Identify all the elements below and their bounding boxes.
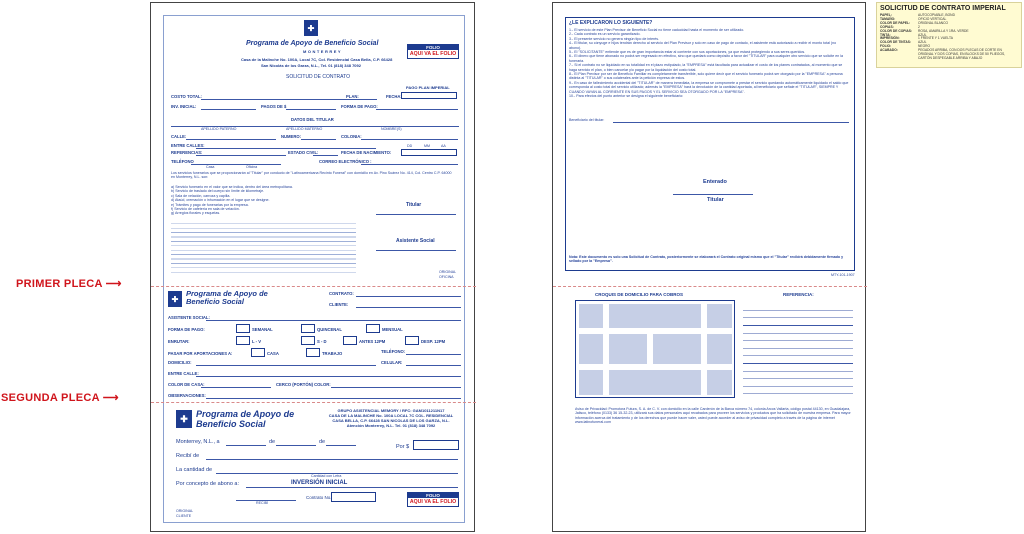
year-field[interactable]: [326, 445, 356, 446]
obs-field[interactable]: [206, 398, 461, 399]
color-casa-field[interactable]: [201, 387, 271, 388]
recibe-caption: RECIBÍ: [256, 501, 268, 505]
orig-caption: ORIGINAL: [176, 509, 194, 513]
fecha-label: FECHA:: [386, 94, 402, 99]
cliente-label: CLIENTE:: [329, 302, 349, 307]
asistente-label: ASISTENTE SOCIAL:: [168, 315, 210, 320]
obs-label: OBSERVACIONES:: [168, 393, 206, 398]
forma-field[interactable]: [376, 109, 458, 110]
back-item: 5.- El "SOLICITANTE" entiende que es de gran importancia estar al corriente con sus aportaciones, ya que estará protegiendo a sus seres queridos.: [569, 50, 806, 55]
spec-row: [880, 49, 1018, 61]
referencia-lines[interactable]: [743, 303, 853, 395]
spec-key: ACABADO:: [880, 48, 898, 53]
costo-field[interactable]: [201, 99, 377, 100]
mensual-label: MENSUAL: [382, 327, 403, 332]
ap-pat-caption: APELLIDO PATERNO: [201, 127, 237, 131]
tel-casa-caption: Casa: [206, 165, 215, 169]
spec-value: ROSA, AMARILLA Y 1RA. VERDE: [918, 28, 969, 33]
back-item: 6.- El dinero que tiene abonado no podrá ser regresado en efectivo, sino que quedará como depósito a favor del "TITULAR" para cualquier otro servicio que se solicite en la funeraria.: [569, 54, 844, 63]
semanal-checkbox[interactable]: [236, 324, 250, 333]
org-address: Casa de la Malinche No. 100A, Local 7C, Col. Residencial Casa Bella, C.P. 66428: [241, 57, 393, 62]
doc-title: SOLICITUD DE CONTRATO: [286, 74, 350, 80]
calle-label: CALLE:: [171, 134, 187, 139]
cliente-field[interactable]: [356, 307, 461, 308]
contrato-no-label: Contrato No.: [306, 495, 332, 500]
recibi-label: Recibí de: [176, 453, 200, 459]
spec-title: SOLICITUD DE CONTRATO IMPERIAL: [880, 5, 1006, 12]
group-addr: CASA DE LA MALINCHE No. 100A LOCAL 7C COL. RESIDENCIAL: [328, 413, 454, 418]
civil-field[interactable]: [313, 155, 338, 156]
amount-field[interactable]: [413, 440, 459, 450]
fnac-label: FECHA DE NACIMIENTO:: [341, 150, 392, 155]
numero-label: NUMERO:: [281, 134, 302, 139]
nombres-caption: NOMBRE(S): [381, 127, 402, 131]
primer-pleca-label: PRIMER PLECA ⟶: [16, 278, 122, 290]
spec-value: NEGRO: [918, 44, 931, 49]
cerco-label: CERCO (PORTÓN) COLOR:: [276, 382, 331, 387]
domicilio-label: DOMICILIO:: [168, 360, 192, 365]
sd-checkbox[interactable]: [301, 336, 315, 345]
spec-value: ORIGINAL BLANCO: [918, 20, 949, 25]
antes-label: ANTES 12PM: [359, 339, 386, 344]
spec-value: PEGADOS ARRIBA, CON DOS PLECAS DE CORTE EN ORIGINAL Y DOS COPIAS, EN BLOCKS DE 50 PLIEGOS, CARTÓN DESPEGABLE ARRIBA Y ABAJO: [918, 48, 1006, 60]
day-field[interactable]: [226, 445, 266, 446]
back-item: 3.- El presente servicio no genera ningún tipo de interés.: [569, 36, 660, 41]
tel-field[interactable]: [191, 164, 281, 165]
pagos-field[interactable]: [286, 109, 336, 110]
folio-label: FOLIO: [408, 45, 458, 50]
back-question: ¿LE EXPLICARON LO SIGUIENTE?: [569, 20, 653, 26]
folio-box: [407, 44, 459, 59]
contrato-field[interactable]: [356, 296, 461, 297]
concepto-label: Por concepto de abono a:: [176, 481, 239, 487]
titular-signature[interactable]: [376, 214, 456, 215]
spec-key: FOLIO:: [880, 44, 892, 49]
clauses-block: [171, 171, 456, 180]
croquis-map[interactable]: [575, 300, 735, 398]
de2-label: de: [319, 439, 326, 445]
inv-field[interactable]: [201, 109, 256, 110]
concepto-field[interactable]: [246, 487, 458, 488]
recibi-field[interactable]: [206, 459, 458, 460]
back-item: 2.- Cada contrato es un servicio garantizado.: [569, 32, 641, 37]
clause: b) Servicio de traslado del cuerpo sin límite de kilometraje.: [171, 189, 265, 194]
logo-icon: ✚: [304, 20, 318, 36]
front-sheet: [150, 2, 475, 532]
casa-checkbox[interactable]: [251, 348, 265, 357]
back-cut-line: [553, 286, 867, 287]
colonia-field[interactable]: [361, 139, 458, 140]
folio-value: AQUI VA EL FOLIO: [409, 499, 457, 505]
folio-label: FOLIO: [408, 493, 458, 498]
group-block: [326, 408, 456, 428]
group-tel: Atención Monterrey, N.L. Tel. 01 (818) 348 7092: [346, 423, 436, 428]
asistente-field[interactable]: [206, 320, 461, 321]
mensual-checkbox[interactable]: [366, 324, 380, 333]
pasar-label: PASAR POR APORTACIONES A:: [168, 351, 233, 356]
spec-key: COPIAS:: [880, 24, 894, 29]
spec-rows: [877, 14, 1021, 61]
costo-label: COSTO TOTAL:: [171, 94, 202, 99]
spec-key: TINTA:: [880, 32, 891, 37]
enterado-caption: Enterado: [703, 179, 727, 185]
correo-field[interactable]: [361, 164, 458, 165]
city-label: Monterrey, N.L., a: [176, 439, 220, 445]
entre-field[interactable]: [196, 148, 376, 149]
aa-caption: AA: [441, 144, 446, 148]
spec-value: OFICIO VERTICAL: [918, 16, 947, 21]
por-label: Por $: [396, 444, 410, 450]
desp-checkbox[interactable]: [405, 336, 419, 345]
plan-field-label: PLAN:: [346, 94, 359, 99]
spec-key: PAPEL:: [880, 13, 892, 17]
titular-caption: Titular: [406, 202, 422, 208]
oficina-caption: OFICINA: [439, 275, 454, 279]
spec-key: IMPRESIÓN:: [880, 36, 900, 41]
spec-value: AZUL: [918, 32, 927, 37]
tel-label: TELÉFONO: [171, 159, 194, 164]
celular-label: CELULAR:: [381, 360, 403, 365]
quincenal-label: QUINCENAL: [317, 327, 342, 332]
spec-value: 1 FRENTE Y 1 VUELTA: [918, 36, 953, 41]
cant-letra-caption: Cantidad con Letra: [311, 474, 342, 478]
folio-box-2: [407, 492, 459, 507]
clauses-list: [171, 185, 356, 216]
celular-field[interactable]: [406, 365, 461, 366]
logo-icon: ✚: [168, 291, 182, 307]
casa-label: CASA: [267, 351, 279, 356]
clauses-filler: [171, 221, 356, 273]
clause: f) Servicio de cafetería en sala de velación.: [171, 207, 240, 212]
lv-checkbox[interactable]: [236, 336, 250, 345]
org-name: Programa de Apoyo de Beneficio Social: [246, 40, 379, 47]
month-field[interactable]: [276, 445, 316, 446]
calle-field[interactable]: [186, 139, 276, 140]
plan-label: PAGO PLAN IMPERIAL: [406, 85, 450, 90]
spec-value: AZUL: [918, 40, 927, 45]
pleca2-org: Programa de Apoyo de Beneficio Social: [196, 409, 295, 429]
spec-key: COLOR DE TINTAS:: [880, 40, 912, 45]
ref-label: REFERENCIAS:: [171, 150, 203, 155]
inv-label: INV. INICIAL:: [171, 104, 197, 109]
mm-caption: MM: [424, 144, 430, 148]
privacy-notice: Aviso de Privacidad: Promotora Futura, S. A. de C. V. con domicilio en la calle Carderón de la Barca número 74, colonia Arcos Vallarta, código postal 44130, en Guadalajara, Jalisco, teléfono (0133) 36 15-32-23, utilizará sus datos personales aquí recabados para proveer los servicios y productos que ha solicitado de nuestra empresa. Para mayor información acerca del tratamiento y de los derechos que puede hacer valer, usted puede acceder al aviso de privacidad completo a través de la página de internet www.latinofuneral.com: [575, 407, 851, 425]
lv-label: L - V: [252, 339, 261, 344]
back-items: [569, 28, 849, 99]
spec-note: [876, 2, 1022, 68]
group-addr2: CASA BELLA, C.P. 66428 SAN NICOLAS DE LOS GARZA, N.L.: [332, 418, 450, 423]
croquis-heading: CROQUIS DE DOMICILIO PARA COBROS: [595, 292, 684, 297]
original-caption: ORIGINAL: [439, 270, 457, 274]
entre-calle-field[interactable]: [196, 376, 461, 377]
ap-mat-caption: APELLIDO MATERNO: [286, 127, 323, 131]
enterado-signature[interactable]: [673, 194, 753, 195]
forma-pago-label: FORMA DE PAGO:: [168, 327, 205, 332]
ref-field[interactable]: [196, 155, 286, 156]
datos-titular-heading: DATOS DEL TITULAR: [291, 117, 334, 122]
spec-key: TAMAÑO:: [880, 16, 896, 21]
clause: e) Trámites y pago de funerarias por la empresa.: [171, 202, 249, 207]
org-address2: San Nicolás de los Garza, N.L., Tel. 01 (818) 348 7092: [261, 63, 361, 68]
doc-code: MTY-101-1907: [831, 273, 855, 277]
back-sheet: [552, 2, 866, 532]
asistente-signature[interactable]: [376, 250, 456, 251]
de1-label: de: [269, 439, 276, 445]
clause: c) Sala de velación, carroza y capilla.: [171, 193, 231, 198]
correo-label: CORREO ELECTRÓNICO :: [319, 159, 372, 164]
cliente-caption: CLIENTE: [176, 514, 192, 518]
dd-caption: DD: [407, 144, 413, 148]
colonia-label: COLONIA:: [341, 134, 362, 139]
back-item: 4.- El titular, su cónyuge e hijos tendrán derecho al servicio del Plan Previsor y solo en caso de pago de contado, el asistente está autorizado a recibir el monto total (no abono).: [569, 41, 837, 50]
sd-label: S - D: [317, 339, 327, 344]
beneficiario-label: Beneficiario del titular:: [569, 118, 605, 122]
desp-label: DESP. 12PM: [421, 339, 446, 344]
contrato-no-field[interactable]: [331, 492, 376, 502]
clause: a) Servicio funerario en el valor que se indica, dentro del área metropolitana.: [171, 185, 293, 189]
segunda-pleca-label: SEGUNDA PLECA ⟶: [1, 392, 119, 404]
cerco-field[interactable]: [331, 387, 461, 388]
numero-field[interactable]: [301, 139, 336, 140]
color-casa-label: COLOR DE CASA:: [168, 382, 205, 387]
back-note: Nota: Este documento es solo una Solicitud de Contrato, posteriormente se elaborará el Contrato original mismo que el "Titular" recibirá debidamente firmado y sellado por la "Empresa".: [569, 255, 844, 264]
folio-value: AQUI VA EL FOLIO: [409, 51, 457, 57]
back-item: 1.- El servicio de este Plan Previsor de Beneficio Social no tiene caducidad hasta el momento de ser utilizado.: [569, 28, 745, 32]
fnac-field[interactable]: [401, 149, 457, 156]
antes-checkbox[interactable]: [343, 336, 357, 345]
logo-icon: ✚: [176, 410, 192, 428]
org-city: MONTERREY: [303, 49, 343, 54]
back-item: 7.- Si el contrato no se liquidado en su totalidad en el plazo estipulado, la "EMPRESA" está facultada para actualizar el costo de los planes contratados, al momento que se haga servicio el plan, o bien cancelar y/o pagar por la liquidación del costo total.: [569, 63, 843, 72]
back-item: 9.- En caso de fallecimiento accidental del "TITULAR" de manera inmediata, la empresa se compromete a prestar el servicio quedando automáticamente liquidado el saldo que corresponda al costo total del servicio utilizado; además la "EMPRESA" hará la devolución de la cantidad aportada, al beneficiario que señale el "TITULAR", SIEMPRE Y CUANDO VAYAN AL CORRIENTE EN SUS PAGOS Y EL SERVICIO SEA OTORGADO POR LA "EMPRESA".: [569, 80, 849, 94]
entre-calle-label: ENTRE CALLE:: [168, 371, 199, 376]
spec-key: COLOR DE PAPEL:: [880, 20, 911, 25]
pagos-label: PAGOS DE $: [261, 104, 287, 109]
quincenal-checkbox[interactable]: [301, 324, 315, 333]
group-name: GRUPO ASISTENCIAL MEMORY / RFC: GAM1011211N17: [337, 408, 445, 413]
back-titular-caption: Titular: [707, 197, 724, 203]
clause: g) Arreglos florales y esquelas.: [171, 211, 221, 216]
trabajo-label: TRABAJO: [322, 351, 343, 356]
inversion-value: INVERSIÓN INICIAL: [291, 480, 348, 486]
telefono-field[interactable]: [406, 354, 461, 355]
spec-value: 2: [918, 24, 920, 29]
enrutar-label: ENRUTAR:: [168, 339, 190, 344]
pleca1-org: Programa de Apoyo de Beneficio Social: [186, 289, 268, 306]
asistente-caption: Asistente Social: [396, 238, 435, 244]
domicilio-field[interactable]: [196, 365, 376, 366]
spec-key: COLOR DE COPIAS:: [880, 28, 913, 33]
spec-value: AUTOCOPIABLE, BOND: [918, 13, 955, 17]
cantidad-label: La cantidad de: [176, 467, 213, 473]
entre-label: ENTRE CALLES:: [171, 143, 205, 148]
trabajo-checkbox[interactable]: [306, 348, 320, 357]
forma-label: FORMA DE PAGO:: [341, 104, 378, 109]
clause: Los servicios funerarios que se proporcionarán al "Titular" por conducto de "Latinoamericana Recinto Funeral" con domicilio en Av. Pino Suárez No. 414, Col. Centro C.P. 64000 en Monterrey, N.L. son:: [171, 171, 452, 180]
fecha-field[interactable]: [401, 92, 457, 99]
civil-label: ESTADO CIVIL:: [288, 150, 319, 155]
contrato-label: CONTRATO:: [329, 291, 354, 296]
semanal-label: SEMANAL: [252, 327, 273, 332]
clause: d) Ataúd, cremación o inhumación en el lugar que se designe.: [171, 198, 270, 203]
back-item: 8.- El Plan Previsor por ser de Beneficio Familiar es completamente transferible, solo quiere decir que el servicio funerario podrá ser otorgado por la "EMPRESA" a persona distinta al "TITULAR" o sus colaterales ante la petición expresa de estos.: [569, 72, 843, 81]
beneficiario-field[interactable]: [613, 122, 849, 123]
referencia-heading: REFERENCIA:: [783, 292, 814, 297]
telefono-label: TELÉFONO:: [381, 349, 406, 354]
cut-line-1: [151, 286, 476, 287]
tel-oficina-caption: Oficina: [246, 165, 258, 169]
cut-line-2: [151, 402, 476, 403]
back-item: 10.- Para efectos del punto anterior se designa el siguiente beneficiario:: [569, 94, 684, 99]
